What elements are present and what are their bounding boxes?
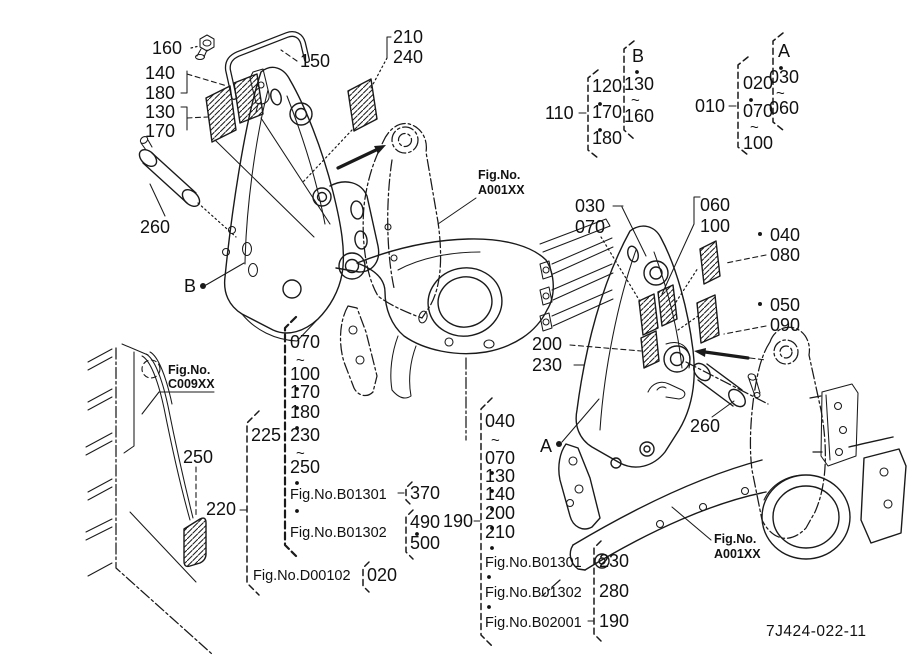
nut-part [196,35,215,60]
colR-range1-1: 070 [485,448,516,468]
group110-sub-range-1: 160 [624,106,655,126]
callout-080: 080 [770,245,801,265]
group110-item-0: 120 [592,76,623,96]
range-tilde: ~ [296,352,305,369]
callout-200: 200 [532,334,563,354]
group110-label: 110 [545,103,574,123]
fig-ref-chassis-line1: Fig.No. [168,363,211,377]
fig-ref-axle-line2: A001XX [478,183,525,197]
callout-040: 040 [770,225,801,245]
pad-210-240-part [348,79,377,131]
group110-sub-label: B [632,46,645,66]
callout-180: 180 [145,83,176,103]
fig-ref-arm-line2: A001XX [714,547,761,561]
group110-item-2: 180 [592,128,623,148]
callout-070: 070 [575,217,606,237]
shim-pads-left [206,74,263,142]
callout-225: 225 [251,425,282,445]
callout-160: 160 [152,38,183,58]
callout-leaders [142,33,783,646]
range-tilde: ~ [776,85,785,102]
colR-item-3: 210 [485,522,516,542]
group010-item: 020 [743,73,774,93]
callout-210: 210 [393,27,424,47]
callout-050: 050 [770,295,801,315]
group010-sub-range-0: 030 [769,67,800,87]
colR-figrow-2: Fig.No.B02001 [485,615,582,631]
group010-range-0: 070 [743,101,774,121]
drawing-number: 7J424-022-11 [766,623,867,640]
callout-220: 220 [206,499,237,519]
callout-030: 030 [575,196,606,216]
right-loader-bracket [559,226,694,529]
group110-item-1: 170 [592,102,623,122]
phantom-bracket-center [341,124,441,396]
colL-range1-0: 070 [290,332,321,352]
phantom-bracket-right [750,327,858,538]
colR-figrow-0-val: 230 [599,551,630,571]
range-tilde: ~ [491,432,500,449]
colL-footer-fig: Fig.No.D00102 [253,568,351,584]
colL-footer-val: 020 [367,565,398,585]
pad-220-part [184,518,206,566]
group010-sub-label: A [778,41,791,61]
colL-figrow-1: Fig.No.B01302 [290,525,387,541]
callout-060: 060 [700,195,731,215]
colR-figrow-2-val: 190 [599,611,630,631]
colR-figrow-0: Fig.No.B01301 [485,555,582,571]
pads-right-external [676,241,720,343]
assembly-arrow-left [338,145,386,168]
colL-figrow-0-val: 370 [410,483,441,503]
colL-item-1: 180 [290,402,321,422]
callout-130: 130 [145,102,176,122]
lower-arm [542,437,906,596]
colR-figrow-1: Fig.No.B01302 [485,585,582,601]
group010-sub-range-1: 060 [769,98,800,118]
colR-item-1: 140 [485,484,516,504]
fig-ref-arm-line1: Fig.No. [714,532,757,546]
marker-b: B [184,276,197,296]
callout-170: 170 [145,121,176,141]
range-tilde: ~ [631,92,640,109]
colR-item-2: 200 [485,503,516,523]
colL-range2-0: 230 [290,425,321,445]
callout-140: 140 [145,63,176,83]
range-tilde: ~ [296,445,305,462]
callout-090: 090 [770,315,801,335]
colR-item-0: 130 [485,466,516,486]
callout-150: 150 [300,51,331,71]
colR-range1-0: 040 [485,411,516,431]
colL-figrow-1-val1: 500 [410,533,441,553]
assembly-arrow-right [694,348,766,360]
colL-figrow-1-val0: 490 [410,512,441,532]
range-tilde: ~ [750,119,759,136]
fig-ref-chassis-line2: C009XX [168,377,215,391]
group010-range-1: 100 [743,133,774,153]
callout-260-left: 260 [140,217,171,237]
callout-240: 240 [393,47,424,67]
colR-figrow-1-val: 280 [599,581,630,601]
callout-230: 230 [532,355,563,375]
callout-250: 250 [183,447,214,467]
group110-sub-range-0: 130 [624,74,655,94]
group010-label: 010 [695,96,726,116]
callout-100: 100 [700,216,731,236]
colR-label: 190 [443,511,474,531]
marker-a: A [540,436,553,456]
axle-housing [357,219,613,440]
colL-figrow-0: Fig.No.B01301 [290,487,387,503]
colL-range1-1: 100 [290,364,321,384]
colL-item-0: 170 [290,382,321,402]
callout-260-right: 260 [690,416,721,436]
fig-ref-axle-line1: Fig.No. [478,168,521,182]
colL-range2-1: 250 [290,457,321,477]
